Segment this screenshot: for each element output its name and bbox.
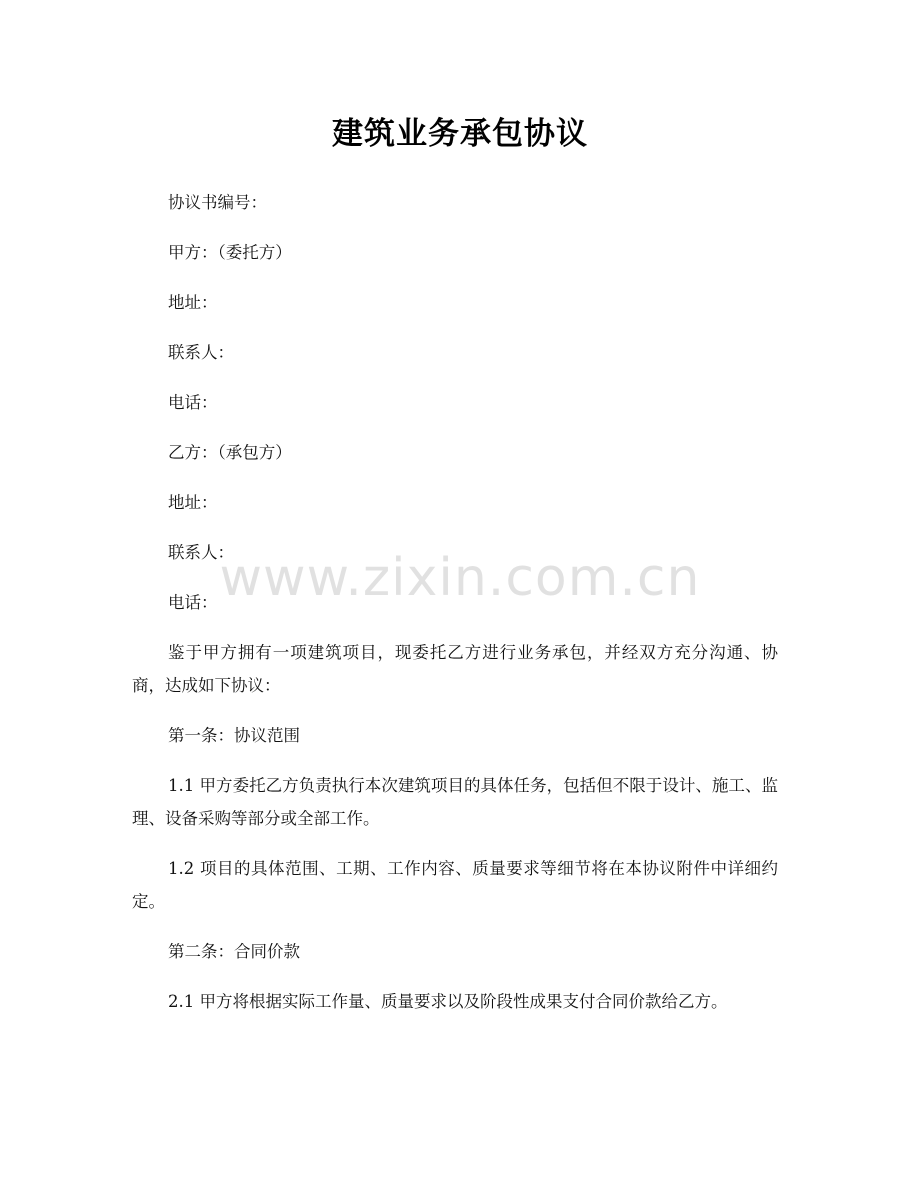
- party-a-line: 甲方：（委托方）: [168, 243, 292, 262]
- party-a-phone-line: 电话：: [168, 393, 218, 412]
- clause-1-1: 1.1 甲方委托乙方负责执行本次建筑项目的具体任务，包括但不限于设计、施工、监理、设备采购等部分或全部工作。: [132, 776, 778, 828]
- party-b-line: 乙方：（承包方）: [168, 443, 292, 462]
- party-a-contact-line: 联系人：: [168, 343, 234, 362]
- agreement-number-line: 协议书编号：: [168, 193, 267, 212]
- party-b-phone-line: 电话：: [168, 593, 218, 612]
- document-body: [132, 186, 778, 1035]
- party-b-address-line: 地址：: [168, 493, 218, 512]
- party-a-address-line: 地址：: [168, 293, 218, 312]
- article-2-heading: 第二条：合同价款: [168, 942, 300, 961]
- watermark: www.zixin.com.cn: [219, 548, 701, 608]
- clause-2-1: 2.1 甲方将根据实际工作量、质量要求以及阶段性成果支付合同价款给乙方。: [168, 992, 728, 1011]
- clause-1-2: 1.2 项目的具体范围、工期、工作内容、质量要求等细节将在本协议附件中详细约定。: [132, 859, 778, 911]
- preamble-paragraph: 鉴于甲方拥有一项建筑项目，现委托乙方进行业务承包，并经双方充分沟通、协商，达成如下协议：: [132, 643, 778, 695]
- document-title: 建筑业务承包协议: [332, 116, 588, 152]
- article-1-heading: 第一条：协议范围: [168, 726, 300, 745]
- party-b-contact-line: 联系人：: [168, 543, 234, 562]
